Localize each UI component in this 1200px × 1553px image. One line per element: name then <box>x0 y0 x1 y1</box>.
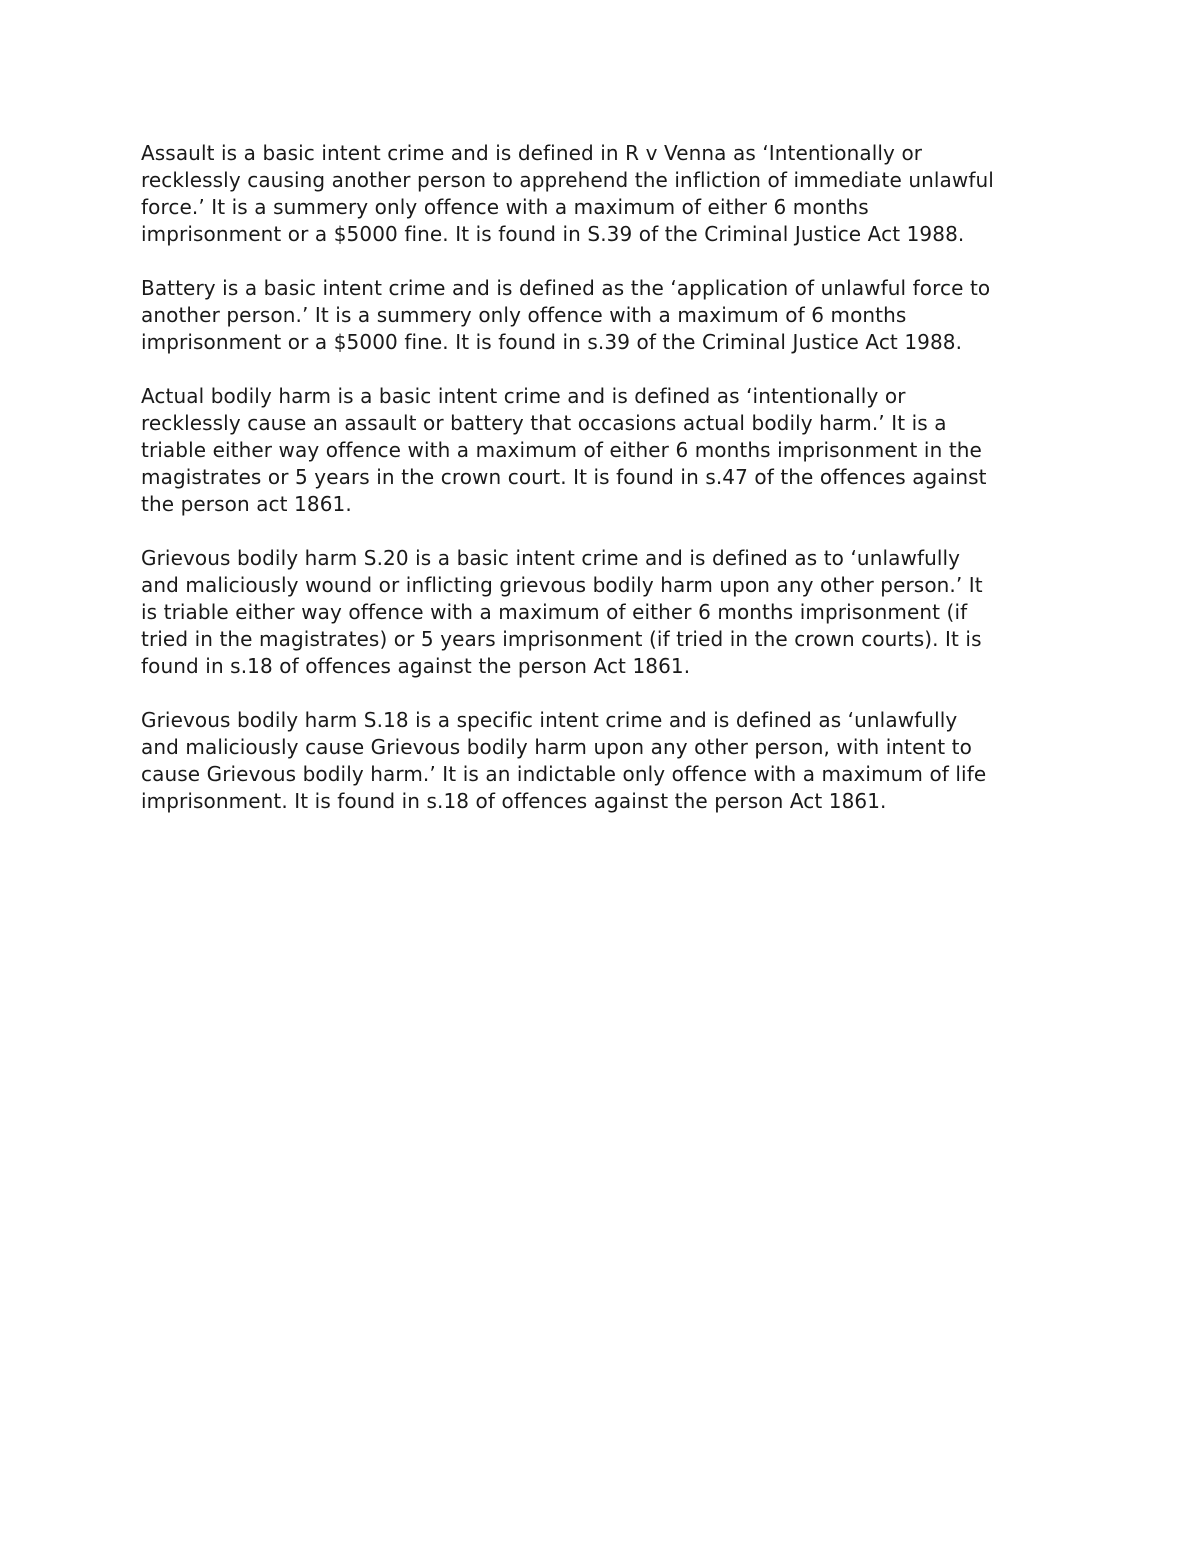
text-line: found in s.18 of offences against the person Act 1861. <box>141 654 691 678</box>
text-line: tried in the magistrates) or 5 years imprisonment (if tried in the crown courts). It is <box>141 627 982 651</box>
text-line: triable either way offence with a maximum of either 6 months imprisonment in the <box>141 438 982 462</box>
text-line: Battery is a basic intent crime and is defined as the ‘application of unlawful force to <box>141 276 991 300</box>
text-line: Grievous bodily harm S.18 is a specific intent crime and is defined as ‘unlawfully <box>141 708 958 732</box>
text-line: cause Grievous bodily harm.’ It is an indictable only offence with a maximum of life <box>141 762 987 786</box>
text-line: imprisonment or a $5000 fine. It is found in S.39 of the Criminal Justice Act 1988. <box>141 222 965 246</box>
text-line: and maliciously wound or inflicting grievous bodily harm upon any other person.’ It <box>141 573 983 597</box>
paragraph-battery <box>141 275 1056 356</box>
text-line: force.’ It is a summery only offence with a maximum of either 6 months <box>141 195 869 219</box>
paragraph-gbh-s20 <box>141 545 1056 680</box>
text-line: magistrates or 5 years in the crown court. It is found in s.47 of the offences against <box>141 465 987 489</box>
text-line: Assault is a basic intent crime and is defined in R v Venna as ‘Intentionally or <box>141 141 923 165</box>
text-line: recklessly cause an assault or battery that occasions actual bodily harm.’ It is a <box>141 411 947 435</box>
paragraph-assault <box>141 140 1056 248</box>
text-line: recklessly causing another person to apprehend the infliction of immediate unlawful <box>141 168 994 192</box>
paragraph-gbh-s18 <box>141 707 1056 815</box>
paragraph-actual-bodily-harm <box>141 383 1056 518</box>
text-line: imprisonment. It is found in s.18 of offences against the person Act 1861. <box>141 789 887 813</box>
text-line: and maliciously cause Grievous bodily harm upon any other person, with intent to <box>141 735 972 759</box>
text-line: another person.’ It is a summery only offence with a maximum of 6 months <box>141 303 907 327</box>
text-line: is triable either way offence with a maximum of either 6 months imprisonment (if <box>141 600 968 624</box>
text-line: Actual bodily harm is a basic intent crime and is defined as ‘intentionally or <box>141 384 906 408</box>
text-line: imprisonment or a $5000 fine. It is found in s.39 of the Criminal Justice Act 1988. <box>141 330 963 354</box>
text-line: Grievous bodily harm S.20 is a basic intent crime and is defined as to ‘unlawfully <box>141 546 961 570</box>
document-body <box>141 140 1056 842</box>
text-line: the person act 1861. <box>141 492 352 516</box>
